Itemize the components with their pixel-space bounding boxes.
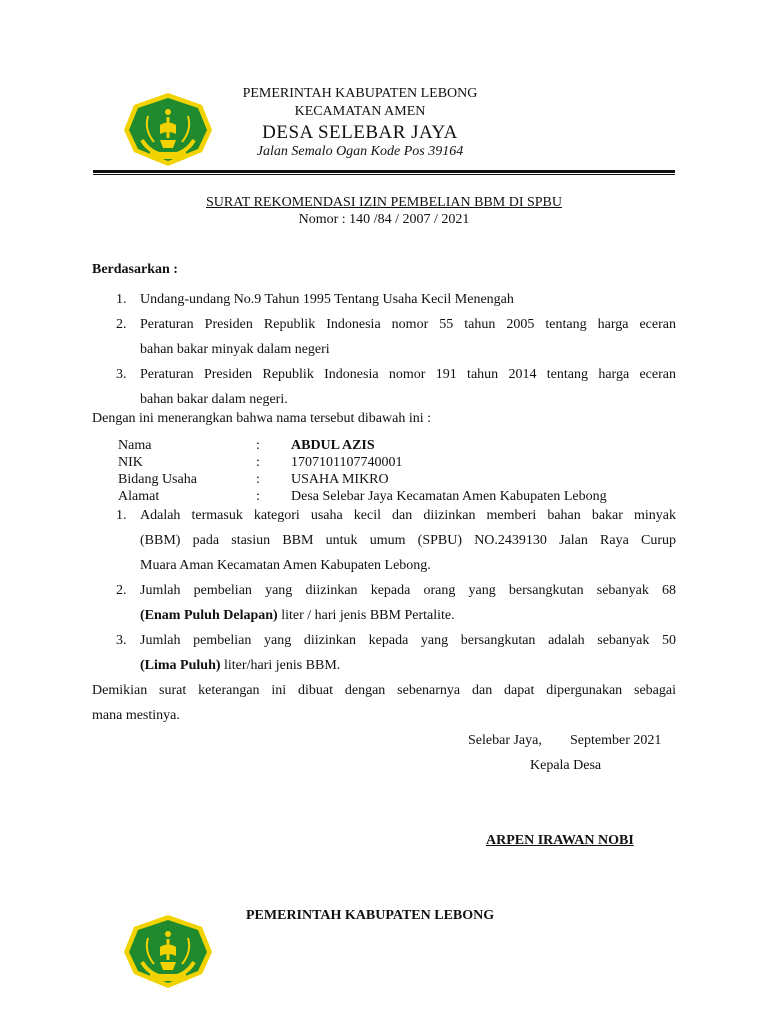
statement-text-rest: liter / hari jenis BBM Pertalite. xyxy=(277,608,455,623)
statement-text: Jumlah pembelian yang diizinkan kepada yang bersangkutan adalah sebanyak 50 xyxy=(140,633,676,648)
basis-item-text-cont: bahan bakar minyak dalam negeri xyxy=(140,342,330,357)
district-line: KECAMATAN AMEN xyxy=(294,104,426,119)
statement-item xyxy=(92,503,676,578)
identity-value-business: USAHA MIKRO xyxy=(291,472,389,487)
identity-label: Bidang Usaha xyxy=(118,472,197,487)
identity-value-address: Desa Selebar Jaya Kecamatan Amen Kabupaten Lebong xyxy=(291,489,607,504)
identity-label: Nama xyxy=(118,438,152,453)
basis-item-text-cont: bahan bakar dalam negeri. xyxy=(140,392,288,407)
header-rule-thick xyxy=(93,170,675,173)
statement-text: Jumlah pembelian yang diizinkan kepada orang yang bersangkutan sebanyak 68 xyxy=(140,583,676,598)
village-logo xyxy=(120,912,216,992)
statement-item xyxy=(92,628,676,678)
signatory-name: ARPEN IRAWAN NOBI xyxy=(486,833,634,848)
government-line: PEMERINTAH KABUPATEN LEBONG xyxy=(242,86,478,101)
statement-number: 3. xyxy=(116,633,127,648)
village-name: DESA SELEBAR JAYA xyxy=(262,122,458,143)
statement-amount-words: (Enam Puluh Delapan) xyxy=(140,608,278,623)
identity-label: NIK xyxy=(118,455,143,470)
basis-item-text: Undang-undang No.9 Tahun 1995 Tentang Usaha Kecil Menengah xyxy=(140,292,514,307)
signature-date: September 2021 xyxy=(570,733,662,748)
identity-value-name: ABDUL AZIS xyxy=(291,438,375,453)
header-rule-thin xyxy=(93,174,675,175)
basis-item xyxy=(92,287,676,312)
identity-separator: : xyxy=(256,438,260,453)
letter-title: SURAT REKOMENDASI IZIN PEMBELIAN BBM DI SPBU xyxy=(206,195,562,210)
signature-place: Selebar Jaya, xyxy=(468,733,542,748)
basis-item-number: 3. xyxy=(116,367,127,382)
basis-label: Berdasarkan : xyxy=(92,262,178,277)
closing-text: Demikian surat keterangan ini dibuat dengan sebenarnya dan dapat dipergunakan sebagai xyxy=(92,683,676,698)
statement-text: Adalah termasuk kategori usaha kecil dan diizinkan memberi bahan bakar minyak xyxy=(140,508,676,523)
basis-item-number: 2. xyxy=(116,317,127,332)
signature-role: Kepala Desa xyxy=(530,758,602,773)
statement-number: 2. xyxy=(116,583,127,598)
letter-number: Nomor : 140 /84 / 2007 / 2021 xyxy=(298,212,470,227)
basis-item-text: Peraturan Presiden Republik Indonesia nomor 55 tahun 2005 tentang harga eceran xyxy=(140,317,676,332)
identity-value-nik: 1707101107740001 xyxy=(291,455,403,470)
statement-text-rest: liter/hari jenis BBM. xyxy=(220,658,341,673)
closing-text-cont: mana mestinya. xyxy=(92,708,180,723)
statement-amount-words: (Lima Puluh) xyxy=(140,658,221,673)
statement-number: 1. xyxy=(116,508,127,523)
identity-separator: : xyxy=(256,472,260,487)
statement-text-cont: (BBM) pada stasiun BBM untuk umum (SPBU) NO.2439130 Jalan Raya Curup xyxy=(140,533,676,548)
identity-separator: : xyxy=(256,489,260,504)
identity-label: Alamat xyxy=(118,489,160,504)
statement-text-cont: Muara Aman Kecamatan Amen Kabupaten Lebong. xyxy=(140,558,431,573)
identity-separator: : xyxy=(256,455,260,470)
basis-item xyxy=(92,312,676,362)
intro-text: Dengan ini menerangkan bahwa nama tersebut dibawah ini : xyxy=(92,411,431,426)
basis-item xyxy=(92,362,676,412)
basis-item-text: Peraturan Presiden Republik Indonesia nomor 191 tahun 2014 tentang harga eceran xyxy=(140,367,676,382)
basis-item-number: 1. xyxy=(116,292,127,307)
page2-government-line: PEMERINTAH KABUPATEN LEBONG xyxy=(246,908,495,923)
statement-item xyxy=(92,578,676,628)
address-line: Jalan Semalo Ogan Kode Pos 39164 xyxy=(256,144,464,159)
